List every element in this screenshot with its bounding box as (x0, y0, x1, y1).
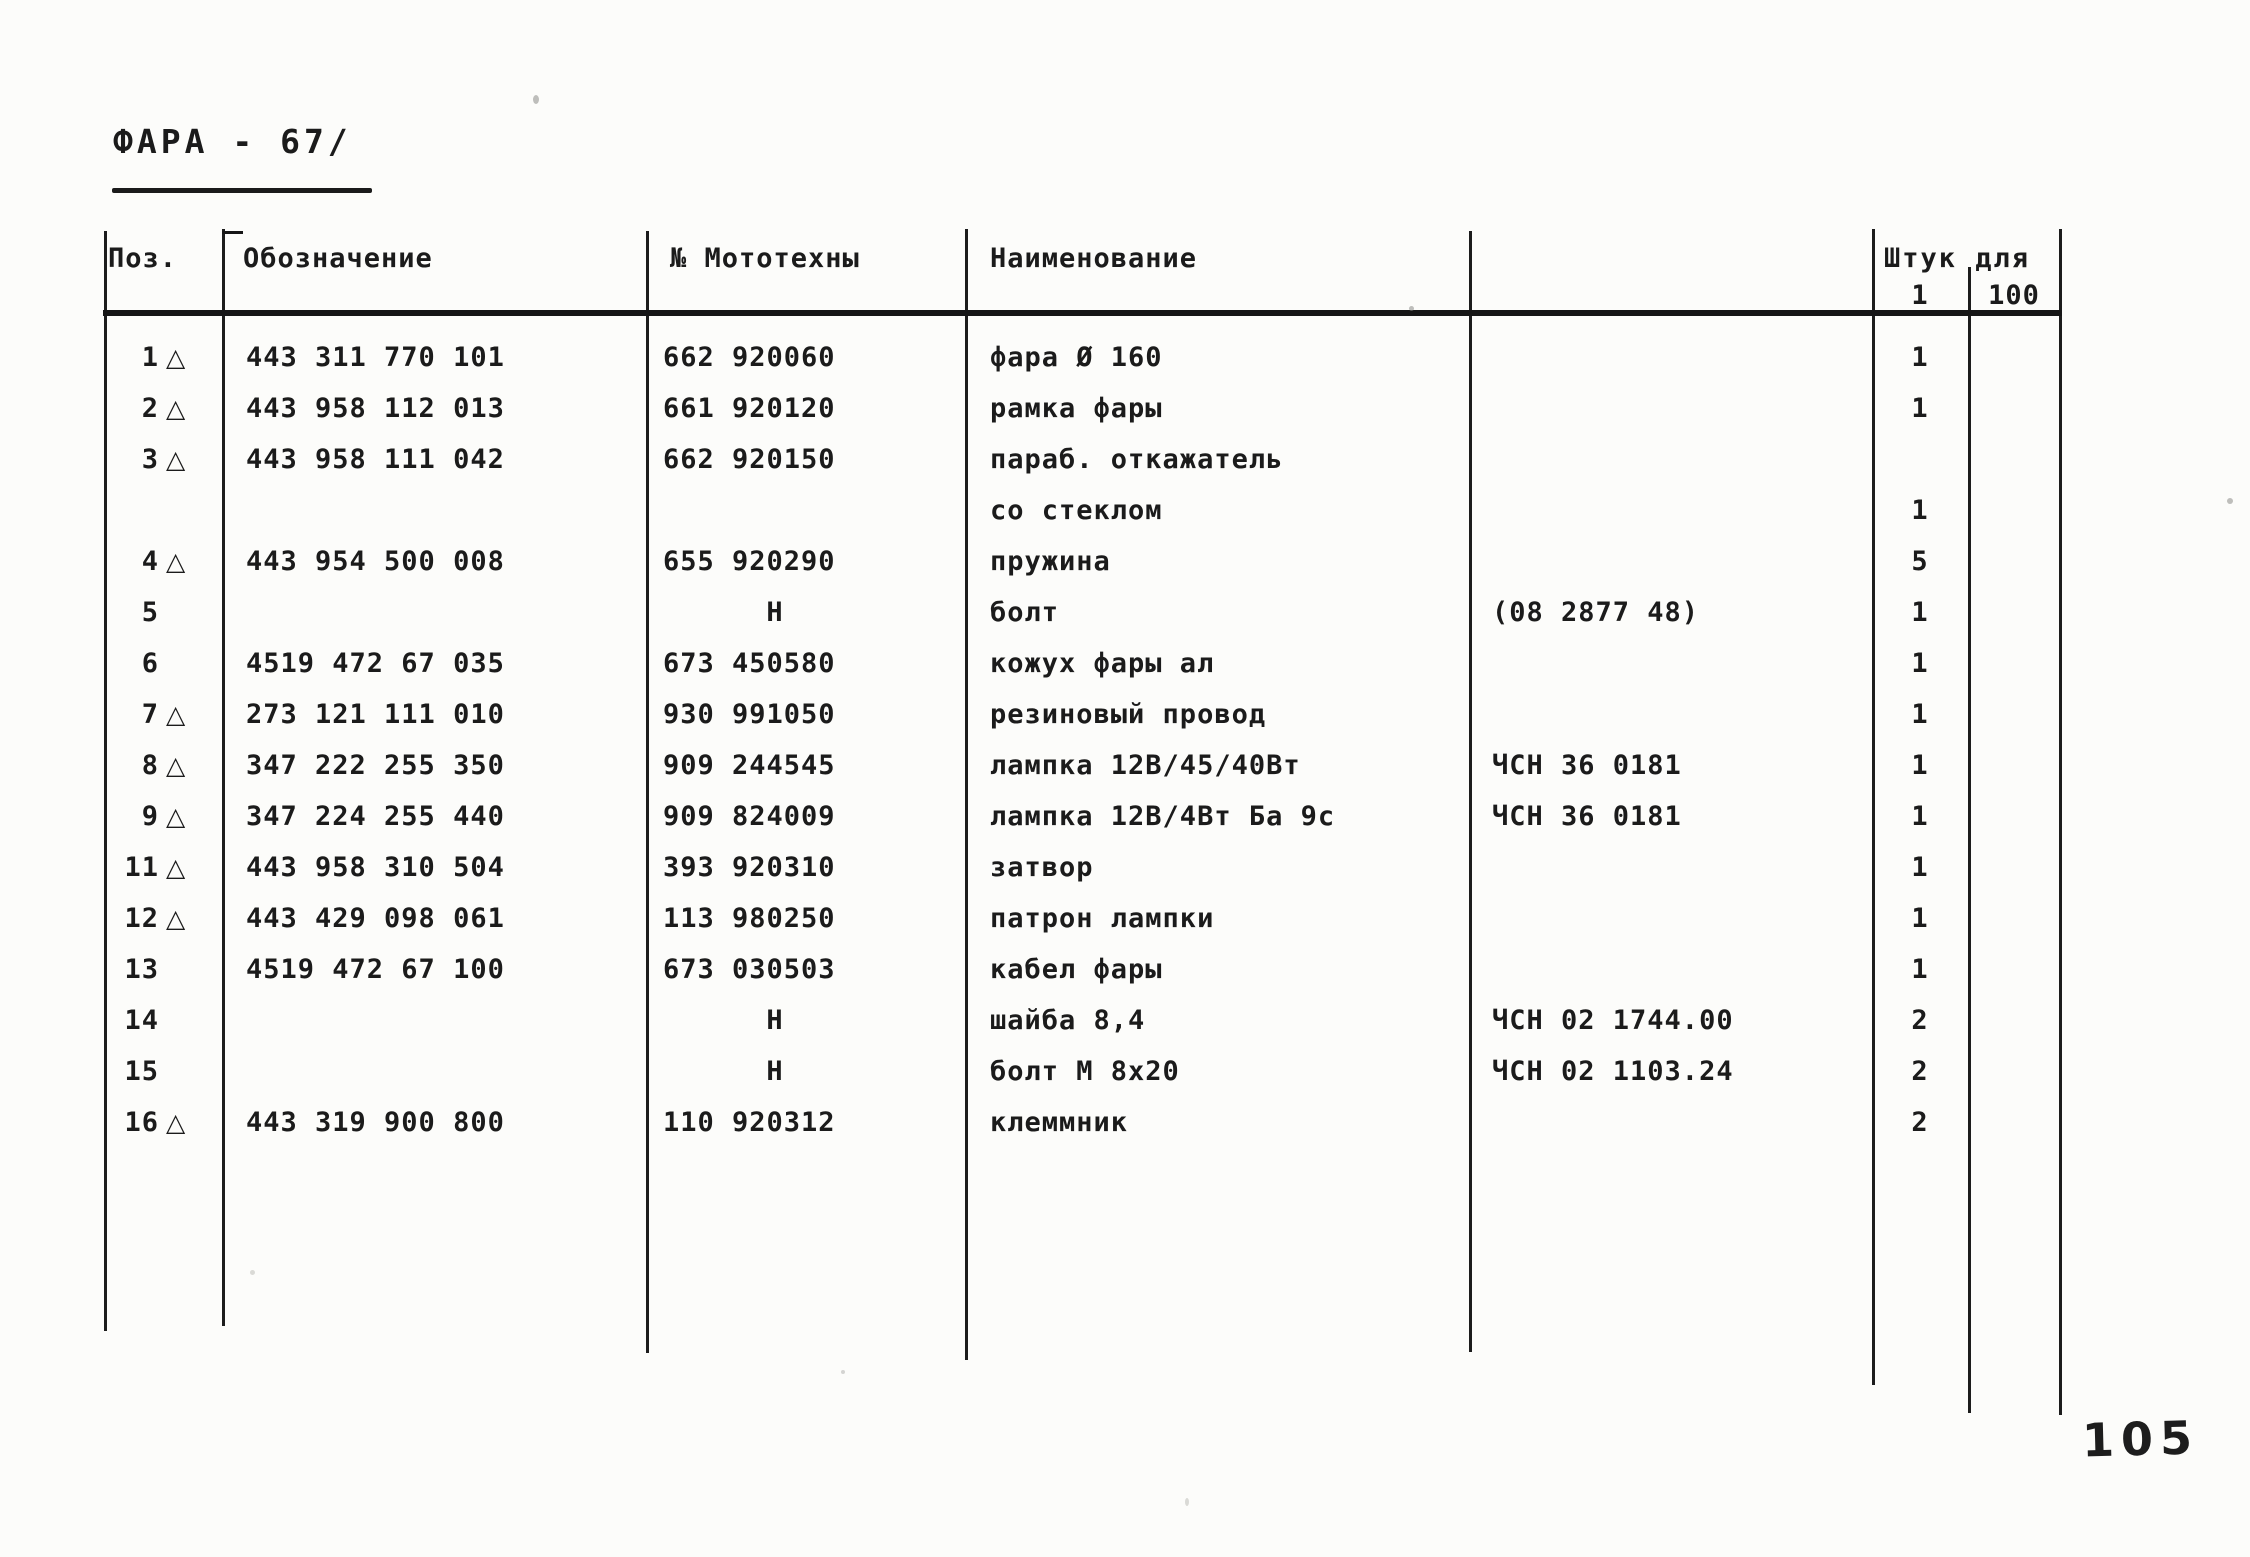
triangle-mark-icon: △ (166, 700, 187, 729)
row-name (990, 638, 1214, 689)
row-qty-1: 1 (1911, 801, 1929, 832)
row-name-line: патрон лампки (990, 903, 1215, 934)
row-position: 14 (124, 1005, 159, 1036)
row-moto-number: 673 030503 (663, 954, 836, 985)
row-position: 9 (141, 801, 159, 832)
row-designation: 347 224 255 440 (246, 801, 505, 832)
row-name-line: затвор (990, 852, 1094, 883)
row-name-line: шайба 8,4 (990, 1005, 1146, 1036)
row-qty-1: 2 (1911, 1005, 1929, 1036)
row-moto-number: 930 991050 (663, 699, 836, 730)
header-qty-1: 1 (1911, 280, 1929, 311)
row-moto-number: Н (766, 1005, 784, 1036)
triangle-mark-icon: △ (166, 547, 187, 576)
triangle-mark-icon: △ (166, 904, 187, 933)
row-name (990, 536, 1111, 587)
row-position: 16 (124, 1107, 159, 1138)
row-name (990, 1046, 1180, 1097)
page-number: 105 (2081, 1410, 2200, 1468)
row-name (990, 434, 1283, 536)
triangle-mark-icon: △ (166, 802, 187, 831)
header-qty-group: Штук для (1884, 243, 2031, 274)
row-position: 15 (124, 1056, 159, 1087)
row-name (990, 944, 1163, 995)
header-name: Наименование (990, 243, 1198, 274)
row-name (990, 842, 1094, 893)
row-name-line: болт (990, 597, 1060, 628)
table-row (0, 995, 2250, 1046)
row-standard: ЧСН 36 0181 (1492, 801, 1682, 832)
row-name-line: фара Ø 160 (990, 342, 1163, 373)
row-moto-number: Н (766, 597, 784, 628)
row-qty-1: 1 (1911, 903, 1929, 934)
row-designation: 443 319 900 800 (246, 1107, 505, 1138)
row-qty-1: 1 (1911, 699, 1929, 730)
row-name-line: со стеклом (990, 495, 1163, 526)
table-row (0, 1046, 2250, 1097)
title-underline (112, 188, 372, 193)
row-position: 4 (141, 546, 159, 577)
row-position: 13 (124, 954, 159, 985)
row-position: 5 (141, 597, 159, 628)
table-row (0, 332, 2250, 383)
parts-table (0, 332, 2250, 1148)
row-qty-1: 1 (1911, 648, 1929, 679)
table-row (0, 689, 2250, 740)
triangle-mark-icon: △ (166, 394, 187, 423)
row-designation: 443 958 310 504 (246, 852, 505, 883)
row-position: 1 (141, 342, 159, 373)
row-standard: ЧСН 02 1103.24 (1492, 1056, 1734, 1087)
row-name (990, 332, 1163, 383)
row-designation: 4519 472 67 035 (246, 648, 505, 679)
row-name-line: рамка фары (990, 393, 1163, 424)
table-row (0, 638, 2250, 689)
row-name-line: пружина (990, 546, 1111, 577)
scan-speck (1185, 1498, 1189, 1506)
scan-speck (533, 95, 539, 104)
row-moto-number: 673 450580 (663, 648, 836, 679)
row-moto-number: 655 920290 (663, 546, 836, 577)
row-position: 7 (141, 699, 159, 730)
header-pos: Поз. (108, 243, 178, 274)
row-name-line: параб. откажатель (990, 444, 1284, 475)
row-name-line: клеммник (990, 1107, 1129, 1138)
row-qty-1: 1 (1911, 495, 1929, 526)
row-position: 12 (124, 903, 159, 934)
scan-speck (1409, 306, 1414, 311)
row-qty-1: 5 (1911, 546, 1929, 577)
row-designation: 443 311 770 101 (246, 342, 505, 373)
table-row (0, 842, 2250, 893)
row-position: 8 (141, 750, 159, 781)
column-divider-tick (222, 231, 243, 234)
row-designation: 443 954 500 008 (246, 546, 505, 577)
row-qty-1: 1 (1911, 852, 1929, 883)
row-name (990, 383, 1163, 434)
row-moto-number: 909 824009 (663, 801, 836, 832)
scan-speck (841, 1370, 845, 1374)
table-row (0, 791, 2250, 842)
row-name-line: лампка 12В/4Вт Ба 9с (990, 801, 1336, 832)
row-name (990, 740, 1301, 791)
row-moto-number: 662 920150 (663, 444, 836, 475)
row-qty-1: 2 (1911, 1107, 1929, 1138)
row-standard: ЧСН 36 0181 (1492, 750, 1682, 781)
table-row (0, 944, 2250, 995)
row-position: 3 (141, 444, 159, 475)
row-name (990, 893, 1214, 944)
table-row (0, 1097, 2250, 1148)
row-name (990, 1097, 1128, 1148)
page-title: ФАРА - 67/ (113, 122, 352, 161)
row-name (990, 587, 1059, 638)
row-position: 2 (141, 393, 159, 424)
row-name-line: резиновый провод (990, 699, 1267, 730)
row-position: 11 (124, 852, 159, 883)
row-moto-number: 662 920060 (663, 342, 836, 373)
row-qty-1: 1 (1911, 393, 1929, 424)
header-designation: Обозначение (243, 243, 433, 274)
header-qty-100: 100 (1988, 280, 2040, 311)
row-designation: 4519 472 67 100 (246, 954, 505, 985)
row-designation: 443 958 111 042 (246, 444, 505, 475)
row-name-line: кабел фары (990, 954, 1163, 985)
row-designation: 443 958 112 013 (246, 393, 505, 424)
row-moto-number: 393 920310 (663, 852, 836, 883)
row-standard: (08 2877 48) (1492, 597, 1700, 628)
row-designation: 443 429 098 061 (246, 903, 505, 934)
table-row (0, 587, 2250, 638)
row-qty-1: 1 (1911, 597, 1929, 628)
row-moto-number: 661 920120 (663, 393, 836, 424)
triangle-mark-icon: △ (166, 751, 187, 780)
row-moto-number: Н (766, 1056, 784, 1087)
row-name-line: болт М 8х20 (990, 1056, 1180, 1087)
header-rule (103, 310, 2062, 316)
triangle-mark-icon: △ (166, 1108, 187, 1137)
row-qty-1: 1 (1911, 750, 1929, 781)
row-moto-number: 909 244545 (663, 750, 836, 781)
row-qty-1: 2 (1911, 1056, 1929, 1087)
row-moto-number: 110 920312 (663, 1107, 836, 1138)
row-standard: ЧСН 02 1744.00 (1492, 1005, 1734, 1036)
row-designation: 347 222 255 350 (246, 750, 505, 781)
row-designation: 273 121 111 010 (246, 699, 505, 730)
row-name-line: лампка 12В/45/40Вт (990, 750, 1301, 781)
triangle-mark-icon: △ (166, 343, 187, 372)
triangle-mark-icon: △ (166, 445, 187, 474)
header-moto-number: № Мототехны (670, 243, 860, 274)
row-name (990, 689, 1266, 740)
table-row (0, 740, 2250, 791)
table-row (0, 434, 2250, 536)
row-name (990, 995, 1145, 1046)
scan-speck (250, 1270, 255, 1275)
row-name-line: кожух фары ал (990, 648, 1215, 679)
table-row (0, 536, 2250, 587)
row-moto-number: 113 980250 (663, 903, 836, 934)
row-qty-1: 1 (1911, 954, 1929, 985)
table-row (0, 893, 2250, 944)
table-row (0, 383, 2250, 434)
row-position: 6 (141, 648, 159, 679)
row-name (990, 791, 1335, 842)
triangle-mark-icon: △ (166, 853, 187, 882)
row-qty-1: 1 (1911, 342, 1929, 373)
scan-speck (2227, 498, 2233, 504)
